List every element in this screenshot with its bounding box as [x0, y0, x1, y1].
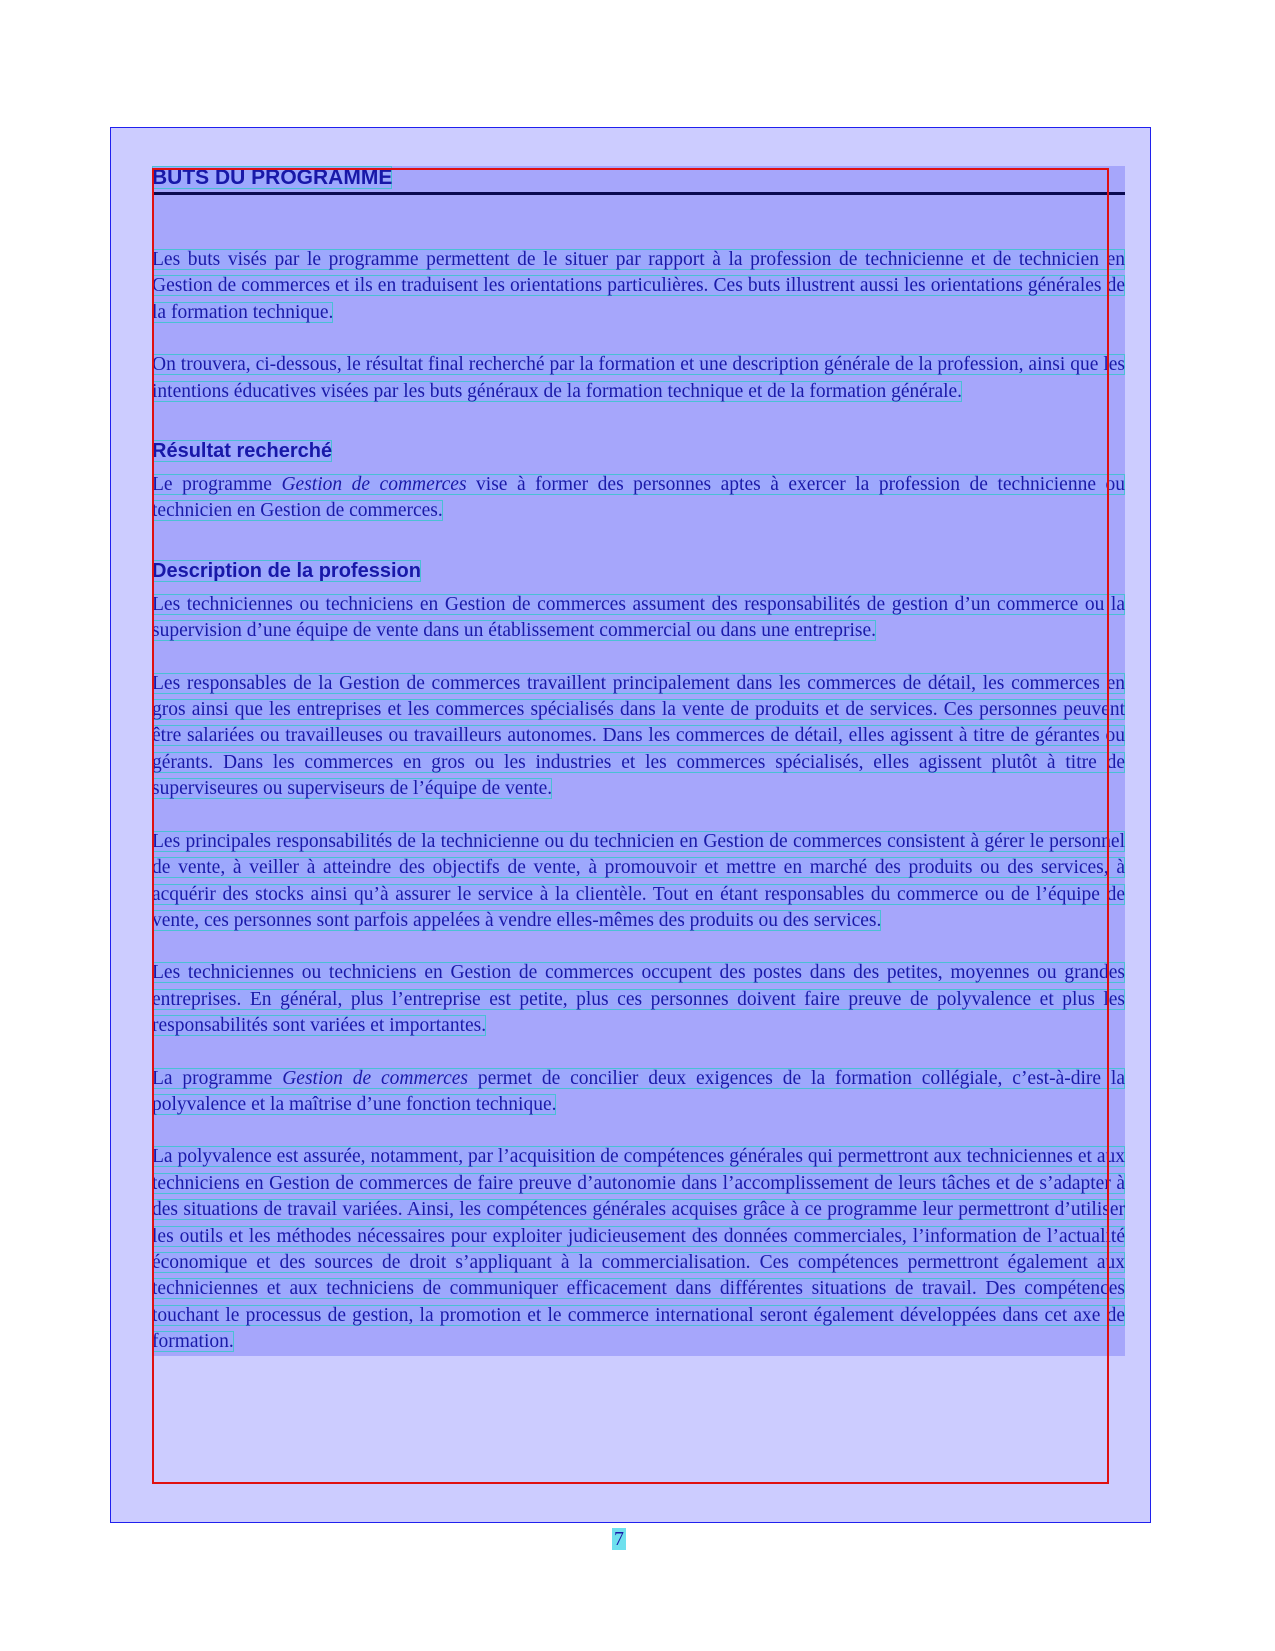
text-block-frame [152, 168, 1109, 1484]
page-title: BUTS DU PROGRAMME [152, 166, 1125, 195]
description-paragraph-1: Les techniciennes ou techniciens en Gestion de commerces assument des responsabilités de gestion d’un commerce ou la supervision d’une équipe de vente dans un établissement commercial ou dans une entreprise. [152, 593, 1125, 642]
section-heading-resultat: Résultat recherché [152, 440, 333, 463]
polyvalence-paragraph: La polyvalence est assurée, notamment, par l’acquisition de compétences générales qui permettront aux techniciennes et aux techniciens en Gestion de commerces de faire preuve d’autonomie dans l’accomplissement de leurs tâches et de s’adapter à des situations de travail variées. Ainsi, les compétences générales acquises grâce à ce programme leur permettront d’utiliser les outils et les méthodes nécessaires pour exploiter judicieusement des données commerciales, l’information de l’actualité économique et des sources de droit s’appliquant à la commercialisation. Ces compétences permettront également aux techniciennes et aux techniciens de communiquer efficacement dans différentes situations de travail. Des compétences touchant le processus de gestion, la promotion et le commerce international seront également développées dans cet axe de formation. [152, 1146, 1125, 1353]
description-paragraph-4: Les techniciennes ou techniciens en Gestion de commerces occupent des postes dans des petites, moyennes ou grandes entreprises. En général, plus l’entreprise est petite, plus ces personnes doivent faire preuve de polyvalence et plus les responsabilités sont variées et importantes. [152, 962, 1125, 1037]
description-paragraph-2: Les responsables de la Gestion de commerces travaillent principalement dans les commerces de détail, les commerces en gros ainsi que les entreprises et les commerces spécialisés dans la vente de produits et de services. Ces personnes peuvent être salariées ou travailleuses ou travailleurs autonomes. Dans les commerces de détail, elles agissent à titre de gérantes ou gérants. Dans les commerces en gros ou les industries et les commerces spécialisés, elles agissent plutôt à titre de superviseures ou superviseurs de l’équipe de vente. [152, 672, 1125, 800]
program-paragraph: La programme Gestion de commerces permet de concilier deux exigences de la formation collégiale, c’est-à-dire la polyvalence et la maîtrise d’une fonction technique. [152, 1067, 1125, 1115]
intro-paragraph-1: Les buts visés par le programme permettent de le situer par rapport à la profession de technicienne et de technicien en Gestion de commerces et ils en traduisent les orientations particulières. Ces buts illustrent aussi les orientations générales de la formation technique. [152, 249, 1125, 323]
resultat-paragraph: Le programme Gestion de commerces vise à former des personnes aptes à exercer la profession de technicienne ou technicien en Gestion de commerces. [152, 474, 1125, 522]
description-paragraph-3: Les principales responsabilités de la technicienne ou du technicien en Gestion de commerces consistent à gérer le personnel de vente, à veiller à atteindre des objectifs de vente, à promouvoir et mettre en marché des produits ou des services, à acquérir des stocks ainsi qu’à assurer le service à la clientèle. Tout en étant responsables du commerce ou de l’équipe de vente, ces personnes sont parfois appelées à vendre elles-mêmes des produits ou des services. [152, 830, 1125, 931]
intro-paragraph-2: On trouvera, ci-dessous, le résultat final recherché par la formation et une description générale de la profession, ainsi que les intentions éducatives visées par les buts généraux de la formation technique et de la formation générale. [152, 354, 1125, 402]
section-heading-description: Description de la profession [152, 559, 421, 582]
page-number: 7 [614, 1528, 624, 1550]
